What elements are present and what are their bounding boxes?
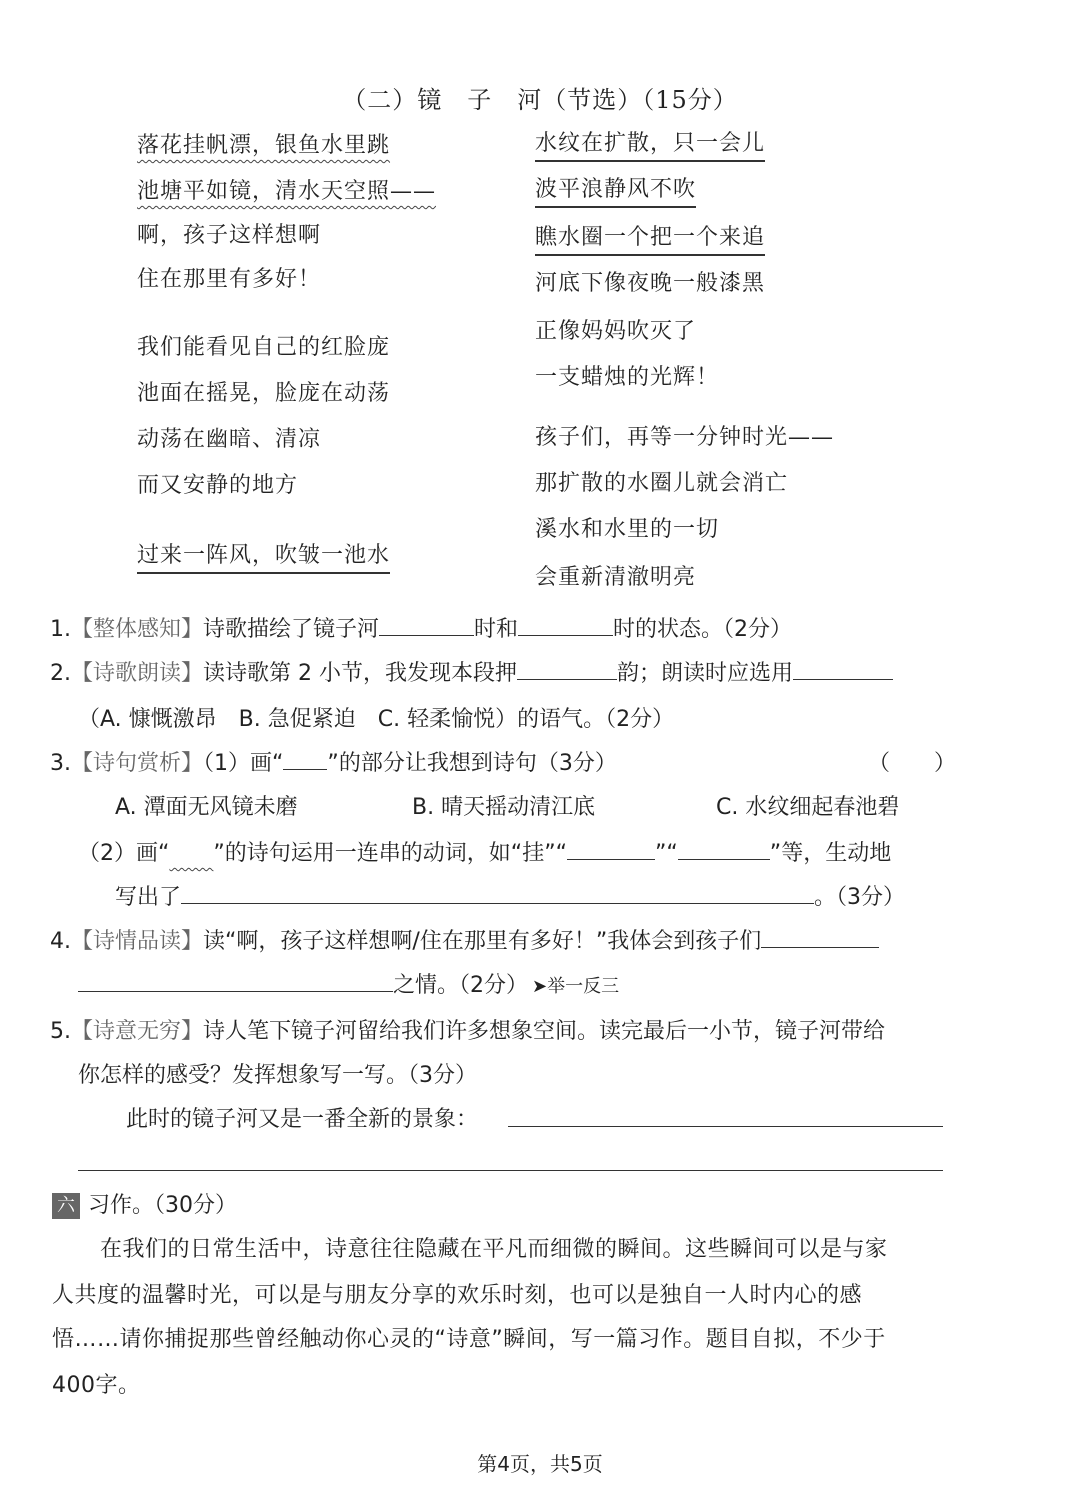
poem-line: 动荡在幽暗、清凉: [137, 427, 322, 452]
poem-line: 河底下像夜晚一般漆黑: [535, 271, 766, 296]
q2-options: （A. 慷慨激昂 B. 急促紧迫 C. 轻柔愉悦）的语气。（2分）: [78, 707, 675, 732]
q5-answer-line-1[interactable]: [508, 1126, 943, 1127]
q2-blank-1[interactable]: [517, 661, 617, 680]
q3-option-a[interactable]: A. 潭面无风镜未磨: [115, 795, 298, 820]
tip-badge: ➤举一反三: [532, 976, 620, 997]
q3-verb-blank-1[interactable]: [567, 841, 655, 860]
poem-line: 溪水和水里的一切: [535, 517, 720, 542]
poem-line: 那扩散的水圈儿就会消亡: [535, 471, 789, 496]
q3-straight-mark: [283, 751, 327, 770]
section-title: （二）镜 子 河（节选）（15分）: [342, 86, 738, 114]
question-2: 2.【诗歌朗读】读诗歌第 2 小节，我发现本段押 韵；朗读时应选用: [50, 656, 893, 687]
poem-line: 一支蜡烛的光辉！: [535, 365, 720, 390]
q4-blank-1[interactable]: [761, 929, 879, 948]
poem-line: 池面在摇晃，脸庞在动荡: [137, 381, 391, 406]
poem-line: 池塘平如镜，清水天空照——: [137, 179, 437, 204]
q1-blank-1[interactable]: [379, 617, 474, 636]
q5-line-2: 你怎样的感受？发挥想象写一写。（3分）: [78, 1063, 477, 1088]
poem-line: 会重新清澈明亮: [535, 565, 697, 590]
poem-line: 落花挂帆漂，银鱼水里跳: [137, 133, 391, 158]
question-4: 4.【诗情品读】读“啊，孩子这样想啊/住在那里有多好！”我体会到孩子们: [50, 924, 879, 955]
q3-verb-blank-2[interactable]: [678, 841, 770, 860]
poem-line: 我们能看见自己的红脸庞: [137, 335, 391, 360]
q1-blank-2[interactable]: [518, 617, 613, 636]
poem-line: 过来一阵风，吹皱一池水: [137, 538, 390, 574]
q3-wavy-mark: ​: [169, 841, 214, 866]
poem-line: 住在那里有多好！: [137, 267, 322, 292]
section-number-icon: 六: [52, 1193, 80, 1219]
q2-blank-2[interactable]: [793, 661, 893, 680]
page-footer: 第4页，共5页: [477, 1452, 603, 1476]
essay-prompt-line-2: 人共度的温馨时光，可以是与朋友分享的欢乐时刻，也可以是独自一人时内心的感: [52, 1283, 863, 1308]
poem-line: 啊，孩子这样想啊: [137, 223, 322, 248]
q5-line-3: 此时的镜子河又是一番全新的景象：: [126, 1107, 479, 1132]
poem-line: 而又安静的地方: [137, 473, 299, 498]
question-5: 5.【诗意无穷】诗人笔下镜子河留给我们许多想象空间。读完最后一小节，镜子河带给: [50, 1019, 886, 1044]
section-6-heading: 六 习作。（30分）: [52, 1188, 237, 1219]
question-3: 3.【诗句赏析】（1）画“ ”的部分让我想到诗句（3分）: [50, 751, 617, 776]
q3-effect-blank[interactable]: [181, 885, 814, 904]
essay-prompt-line-4: 400字。: [52, 1373, 141, 1398]
question-1: 1.【整体感知】诗歌描绘了镜子河 时和 时的状态。（2分）: [50, 617, 793, 642]
q3-option-b[interactable]: B. 晴天摇动清江底: [412, 795, 596, 820]
q3-part-2: （2）画“​ ”的诗句运用一连串的动词，如“挂”“ ”“ ”等，生动地: [78, 836, 891, 867]
poem-line: 瞧水圈一个把一个来追: [535, 220, 765, 256]
q5-answer-line-2[interactable]: [78, 1170, 943, 1171]
poem-line: 水纹在扩散，只一会儿: [535, 126, 765, 162]
essay-prompt-line-1: 在我们的日常生活中，诗意往往隐藏在平凡而细微的瞬间。这些瞬间可以是与家: [100, 1237, 888, 1262]
essay-prompt-line-3: 悟……请你捕捉那些曾经触动你心灵的“诗意”瞬间，写一篇习作。题目自拟，不少于: [52, 1327, 886, 1352]
poem-line: 波平浪静风不吹: [535, 172, 696, 208]
q4-blank-2[interactable]: [78, 973, 393, 992]
q3-answer-paren[interactable]: （ ）: [868, 751, 957, 776]
q3-part-2-line-2: 写出了 。（3分）: [115, 885, 906, 910]
poem-line: 正像妈妈吹灭了: [535, 319, 697, 344]
poem-line: 孩子们，再等一分钟时光——: [535, 425, 835, 450]
q4-line-2: 之情。（2分） ➤举一反三: [78, 968, 619, 999]
q3-option-c[interactable]: C. 水纹细起春池碧: [716, 795, 900, 820]
